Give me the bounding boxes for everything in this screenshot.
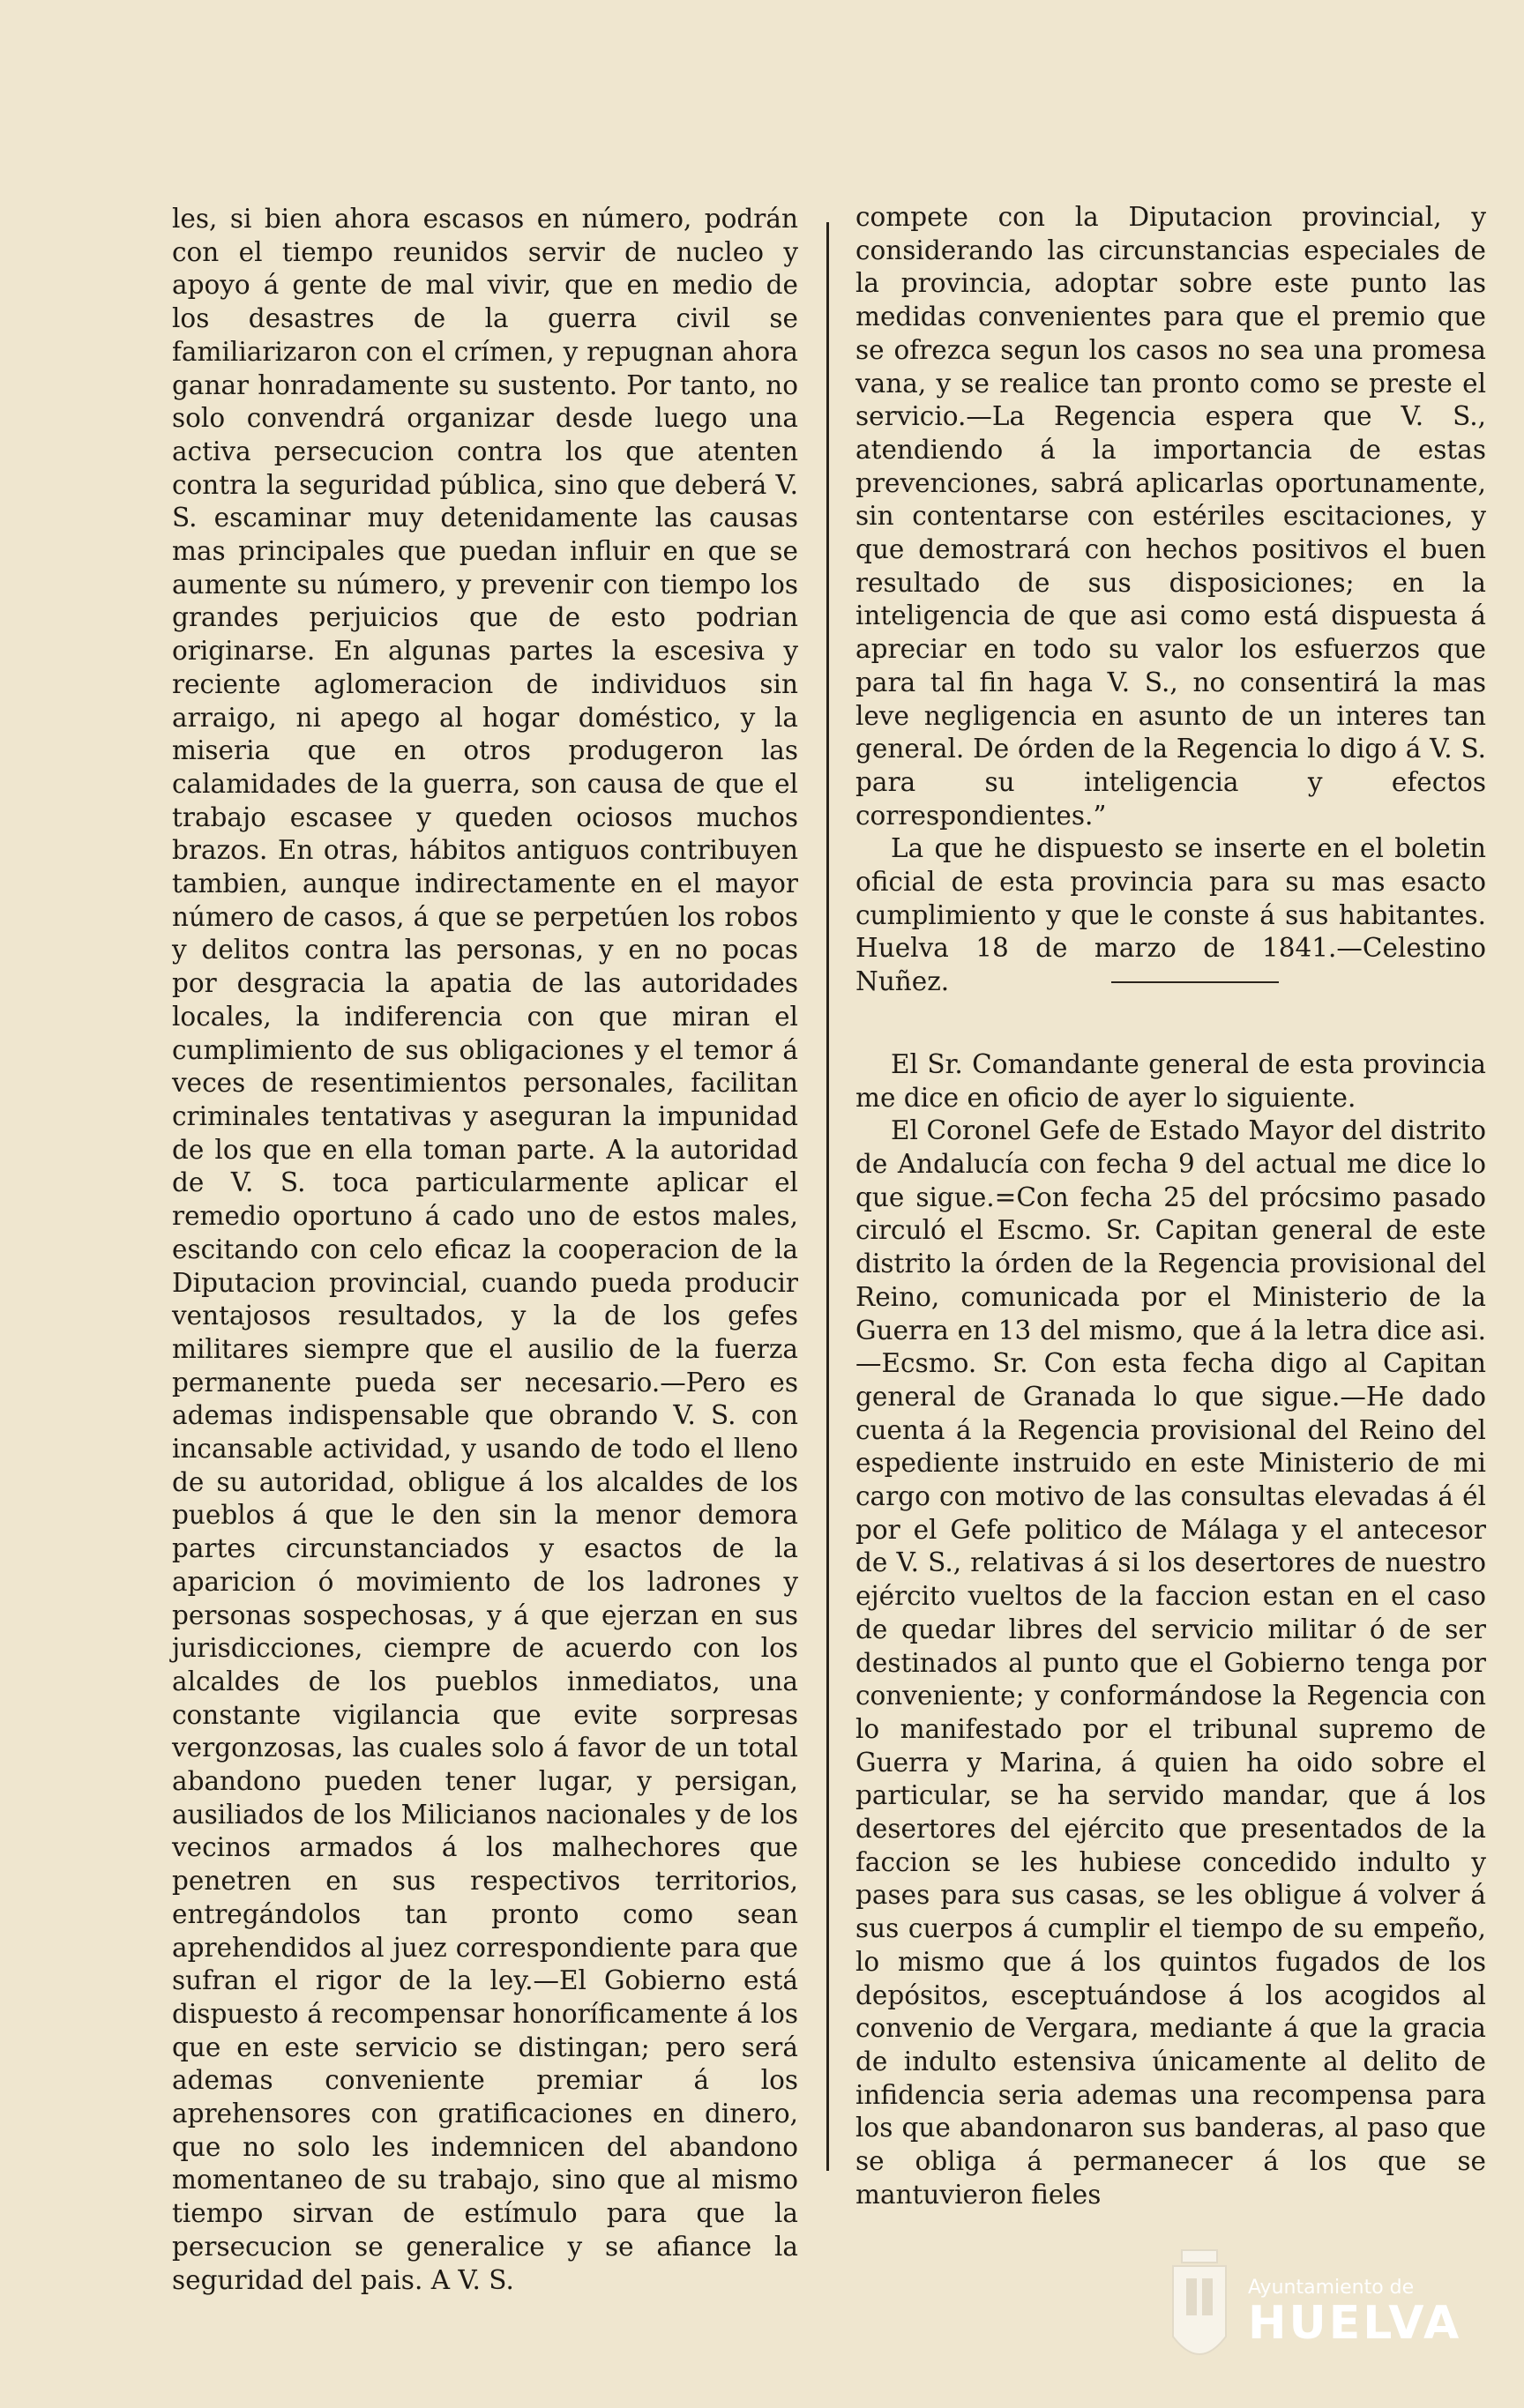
watermark-line-1: Ayuntamiento de [1248, 2277, 1415, 2299]
watermark-text [1248, 2277, 1477, 2348]
regencia-order-closing: compete con la Diputacion provincial, y considerando las circunstancias especiales de la provincia, adoptar sobre este punto las medidas convenientes para que el premio que se ofrezca segun los casos no sea una promesa vana, y se realice tan pronto como se preste el servicio.—La Regencia espera que V. S., atendiendo á la importancia de estas prevenciones, sabrá aplicarlas oportunamente, sin contentarse con estériles escitaciones, y que demostrará con hechos positivos el buen resultado de sus disposiciones; en la inteligencia de que asi como está dispuesta á apreciar en todo su valor los esfuerzos que para tal fin haga V. S., no consentirá la mas leve negligencia en asunto de un interes tan general. De órden de la Regencia lo digo á V. S. para su inteligencia y efectos correspondientes.” [855, 202, 1486, 831]
comandante-intro: El Sr. Comandante general de esta provincia me dice en oficio de ayer lo siguiente. [855, 1048, 1486, 1113]
left-column [172, 203, 798, 2297]
left-column-paragraph: les, si bien ahora escasos en número, podrán con el tiempo reunidos servir de nucleo y apoyo á gente de mal vivir, que en medio de los desastres de la guerra civil se familiarizaron con el crímen, y repugnan ahora ganar honradamente su sustento. Por tanto, no solo convendrá organizar desde luego una activa persecucion contra los que atenten contra la seguridad pública, sino que deberá V. S. escaminar muy detenidamente las causas mas principales que puedan influir en que se aumente su número, y prevenir con tiempo los grandes perjuicios que de esto podrian originarse. En algunas partes la escesiva y reciente aglomeracion de individuos sin arraigo, ni apego al hogar doméstico, y la miseria que en otros produgeron las calamidades de la guerra, son causa de que el trabajo escasee y queden ociosos muchos brazos. En otras, hábitos antiguos contribuyen tambien, aunque indirectamente en el mayor número de casos, á que se perpetúen los robos y delitos contra las personas, y en no pocas por desgracia la apatia de las autoridades locales, la indiferencia con que miran el cumplimiento de sus obligaciones y el temor á veces de resentimientos personales, facilitan criminales tentativas y aseguran la impunidad de los que en ella toman parte. A la autoridad de V. S. toca particularmente aplicar el remedio oportuno á cado uno de estos males, escitando con celo eficaz la cooperacion de la Diputacion provincial, cuando pueda producir ventajosos resultados, y la de los gefes militares siempre que el ausilio de la fuerza permanente pueda ser necesario.—Pero es ademas indispensable que obrando V. S. con incansable actividad, y usando de todo el lleno de su autoridad, obligue á los alcaldes de los pueblos á que le den sin la menor demora partes circunstanciados y esactos de la aparicion ó movimiento de los ladrones y personas sospechosas, y á que ejerzan en sus jurisdicciones, ciempre de acuerdo con los alcaldes de los pueblos inmediatos, una constante vigilancia que evite sorpresas vergonzosas, las cuales solo á favor de un total abandono pueden tener lugar, y persigan, ausiliados de los Milicianos nacionales y de los vecinos armados á los malhechores que penetren en sus respectivos territorios, entregándolos tan pronto como sean aprehendidos al juez correspondiente para que sufran el rigor de la ley.—El Gobierno está dispuesto á recompensar honoríficamente á los que en este servicio se distingan; pero será ademas conveniente premiar á los aprehensores con gratificaciones en dinero, que no solo les indemnicen del abandono momentaneo de su trabajo, sino que al mismo tiempo sirvan de estímulo para que la persecucion se generalice y se afiance la seguridad del pais. A V. S. [172, 204, 798, 2295]
coronel-order: El Coronel Gefe de Estado Mayor del distrito de Andalucía con fecha 9 del actual me dice lo que sigue.=Con fecha 25 del prócsimo pasado circuló el Escmo. Sr. Capitan general de este distrito la órden de la Regencia provisional del Reino, comunicada por el Ministerio de la Guerra en 13 del mismo, que á la letra dice asi.—Ecsmo. Sr. Con esta fecha digo al Capitan general de Granada lo que sigue.—He dado cuenta á la Regencia provisional del Reino del espediente instruido en este Ministerio de mi cargo con motivo de las consultas elevadas á él por el Gefe politico de Málaga y el antecesor de V. S., relativas á si los desertores de nuestro ejército vueltos de la faccion estan en el caso de quedar libres del servicio militar ó de ser destinados al punto que el Gobierno tenga por conveniente; y conformándose la Regencia con lo manifestado por el tribunal supremo de Guerra y Marina, á quien ha oido sobre el particular, se ha servido mandar, que á los desertores del ejército que presentados de la faccion se les hubiese concedido indulto y pases para sus casas, se les obligue á volver á sus cuerpos á cumplir el tiempo de su empeño, lo mismo que á los quintos fugados de los depósitos, esceptuándose á los acogidos al convenio de Vergara, mediante á que la gracia de indulto estensiva únicamente al delito de infidencia seria ademas una recompensa para los que abandonaron sus banderas, al paso que se obliga á permanecer á los que se mantuvieron fieles [855, 1115, 1486, 2210]
right-column [855, 201, 1486, 2211]
section-gap [855, 999, 1486, 1048]
section-separator [1111, 981, 1279, 983]
column-divider [826, 222, 829, 2171]
watermark-line-2: HUELVA [1248, 2297, 1462, 2350]
publication-notice: La que he dispuesto se inserte en el boletin oficial de esta provincia para su mas esacto cumplimiento y que le conste á sus habitantes. Huelva 18 de marzo de 1841.—Celestino Nuñez. [855, 833, 1486, 997]
